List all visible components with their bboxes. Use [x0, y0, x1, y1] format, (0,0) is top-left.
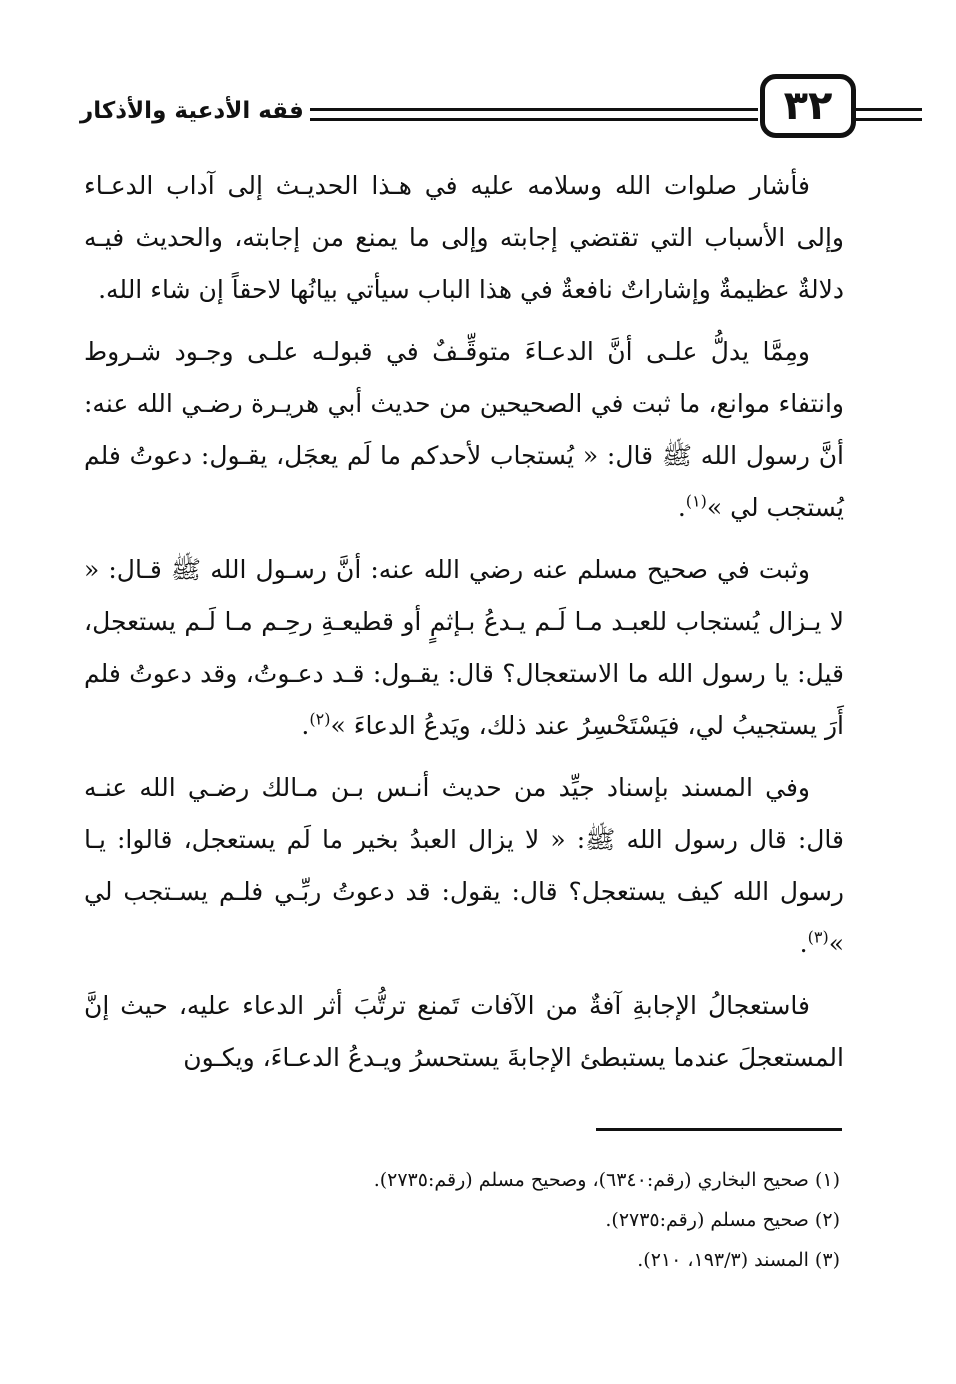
footnotes: [84, 1160, 840, 1280]
paragraph: ومِمَّا يدلُّ علـى أنَّ الدعـاءَ متوقِّـفٌ في قبولـه علـى وجـود شـروط وانتفاء موانع، ما ثبت في الصحيحين من حديث أبي هريـرة رضـي الله عنه: أنَّ رسول الله ﷺ قال: « يُستجاب لأحدكم ما لَم يعجَل، يقـول: دعوتُ فلم يُستجب لي »$^{(١)}$.: [84, 337, 844, 522]
main-text: [84, 160, 844, 1094]
paragraph-text: فأشار صلوات الله وسلامه عليه في هـذا الحديـث إلى آداب الدعـاء وإلى الأسباب التي تقتضي إجابته وإلى ما يمنع من إجابته، والحديث فيـه دلالةٌ عظيمةٌ وإشاراتٌ نافعةٌ في هذا الباب سيأتي بيانُها لاحقاً إن شاء الله.: [84, 171, 844, 304]
paragraph-text: فاستعجالُ الإجابةِ آفةٌ من الآفات تَمنع ترتُّبَ أثر الدعاء عليه، حيث إنَّ المستعجلَ عندما يستبطئ الإجابةَ يستحسرُ ويـدعُ الدعـاءَ، ويكـون: [84, 991, 844, 1072]
paragraph: وثبت في صحيح مسلم عنه رضي الله عنه: أنَّ رسـول الله ﷺ قـال: « لا يـزال يُستجاب للعبـد مـا لَـم يـدعُ بـإثمٍ أو قطيعـةِ رحِـم مـا لَـم يستعجل، قيل: يا رسول الله ما الاستعجال؟ قال: يقـول: قـد دعـوتُ، وقد دعوتُ فلم أَرَ يستجيبُ لي، فيَسْتَحْسِرُ عند ذلك، ويَدعُ الدعاءَ »$^{(٢)}$.: [84, 555, 844, 740]
footnote-reference[interactable]: (٣): [807, 927, 829, 947]
book-title: فقه الأدعية والأذكار: [80, 98, 304, 124]
footnote-reference[interactable]: (٢): [309, 709, 331, 729]
paragraph-text: وفي المسند بإسناد جيِّد من حديث أنـس بـن مـالك رضـي الله عنـه قال: قال رسول الله ﷺ: « لا يزال العبدُ بخير ما لَم يستعجل، قالوا: يـا رسول الله كيف يستعجل؟ قال: يقول: قد دعوتُ ربِّـي فلـم يسـتجب لي »: [84, 773, 844, 958]
paragraph: [84, 980, 844, 1084]
footnote-item: (٢) صحيح مسلم (رقم:٢٧٣٥).: [605, 1209, 840, 1231]
header-rule: [310, 108, 758, 121]
paragraph-text: وثبت في صحيح مسلم عنه رضي الله عنه: أنَّ رسـول الله ﷺ قـال: « لا يـزال يُستجاب للعبـد مـا لَـم يـدعُ بـإثمٍ أو قطيعـةِ رحِـم مـا لَـم يستعجل، قيل: يا رسول الله ما الاستعجال؟ قال: يقـول: قـد دعـوتُ، وقد دعوتُ فلم أَرَ يستجيبُ لي، فيَسْتَحْسِرُ عند ذلك، ويَدعُ الدعاءَ »: [84, 555, 844, 740]
page-number: ٣٢: [760, 74, 856, 138]
footnote-reference[interactable]: (١): [685, 491, 707, 511]
header-rule-short: [856, 108, 922, 121]
paragraph: [84, 160, 844, 316]
footnote-item: (٣) المسند (١٩٣/٣، ٢١٠).: [637, 1249, 840, 1271]
footnote-separator: [596, 1128, 842, 1131]
footnote-item: (١) صحيح البخاري (رقم:٦٣٤٠)، وصحيح مسلم (رقم:٢٧٣٥).: [373, 1169, 840, 1191]
paragraph: وفي المسند بإسناد جيِّد من حديث أنـس بـن مـالك رضـي الله عنـه قال: قال رسول الله ﷺ: « لا يزال العبدُ بخير ما لَم يستعجل، قالوا: يـا رسول الله كيف يستعجل؟ قال: يقول: قد دعوتُ ربِّـي فلـم يسـتجب لي »$^{(٣)}$.: [84, 773, 844, 958]
paragraph-text: ومِمَّا يدلُّ علـى أنَّ الدعـاءَ متوقِّـفٌ في قبولـه علـى وجـود شـروط وانتفاء موانع، ما ثبت في الصحيحين من حديث أبي هريـرة رضـي الله عنه: أنَّ رسول الله ﷺ قال: « يُستجاب لأحدكم ما لَم يعجَل، يقـول: دعوتُ فلم يُستجب لي »: [84, 337, 844, 522]
page-header: [80, 72, 840, 152]
